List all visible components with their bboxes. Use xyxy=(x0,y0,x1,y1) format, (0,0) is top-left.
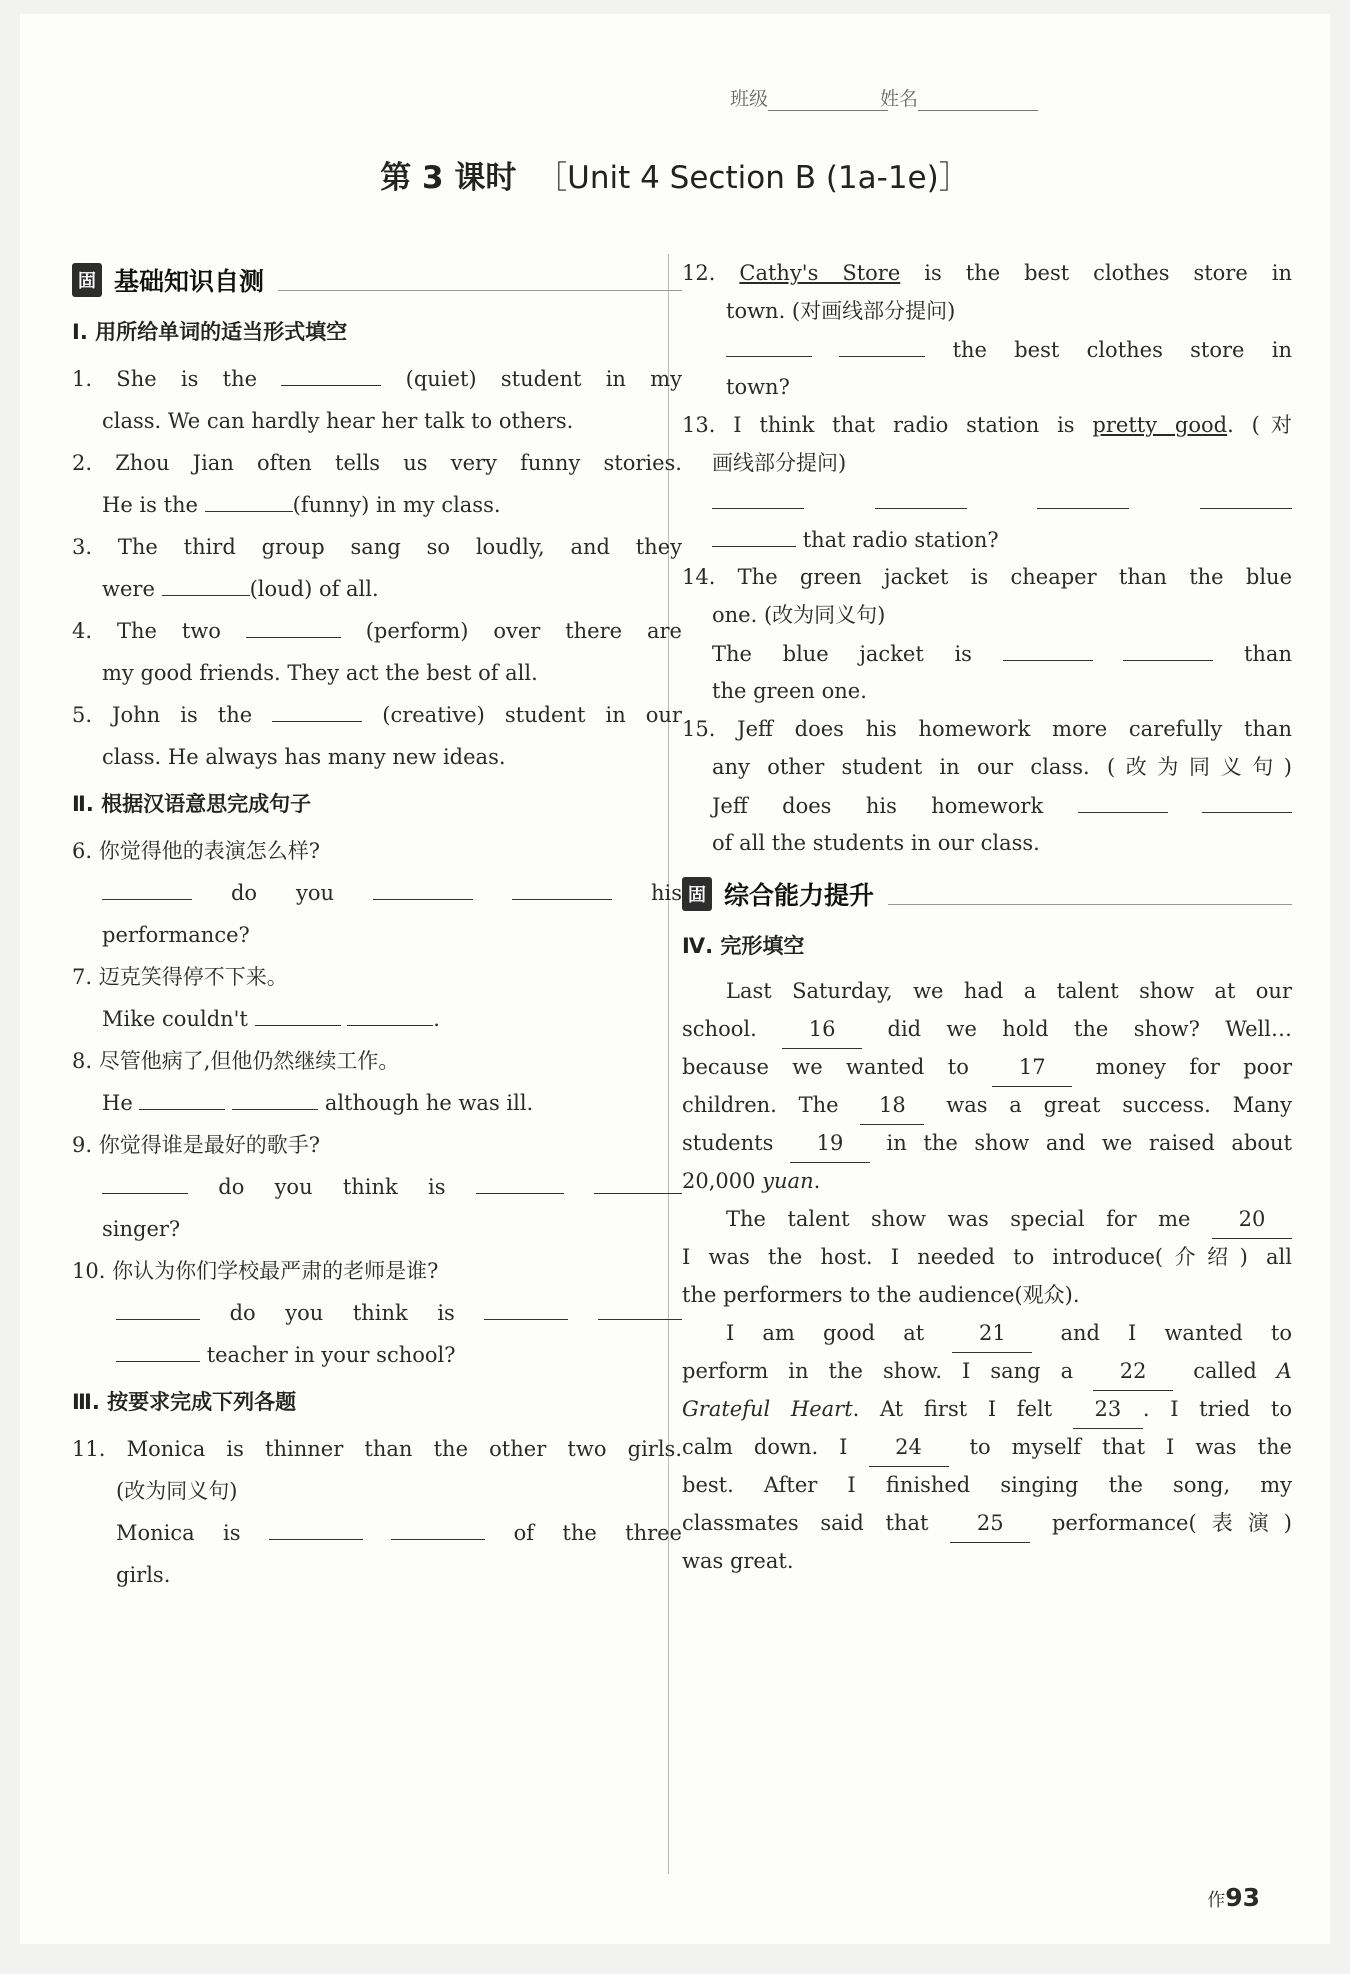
q10-blank-1[interactable] xyxy=(116,1293,200,1320)
q10-line-2: teacher in your school? xyxy=(72,1334,682,1376)
cloze-blank-20[interactable]: 20 xyxy=(1212,1200,1292,1239)
q13-line-1: 13. I think that radio station is pretty good. (对 xyxy=(682,413,1293,437)
cloze-blank-24[interactable]: 24 xyxy=(869,1428,949,1467)
cloze-line: school. 16 did we hold the show? Well… xyxy=(682,1010,1292,1048)
page-title xyxy=(20,152,1330,197)
q14-line-3: The blue jacket is than xyxy=(682,634,1292,672)
q11-blank-1[interactable] xyxy=(269,1513,363,1540)
class-field[interactable] xyxy=(730,84,888,111)
lesson-title: 第 3 课时 xyxy=(380,160,517,196)
q3-blank[interactable] xyxy=(162,569,250,596)
q9-line-2: singer? xyxy=(102,1217,181,1241)
q12-blank-1[interactable] xyxy=(726,330,812,357)
cloze-blank-25[interactable]: 25 xyxy=(950,1504,1030,1543)
q1-line-2: class. We can hardly hear her talk to others. xyxy=(102,409,574,433)
cloze-line: 20,000 yuan. xyxy=(682,1169,821,1193)
section-basics-header xyxy=(72,254,682,306)
q11-blank-2[interactable] xyxy=(391,1513,485,1540)
cloze-line: the performers to the audience(观众). xyxy=(682,1283,1080,1307)
section-rule xyxy=(888,904,1292,905)
q10-blank-4[interactable] xyxy=(116,1335,200,1362)
cloze-line: best. After I finished singing the song, my xyxy=(682,1473,1292,1497)
q4-line-2: my good friends. They act the best of all. xyxy=(102,661,538,685)
q8-line: He although he was ill. xyxy=(72,1082,682,1124)
q8-blank-1[interactable] xyxy=(139,1083,225,1110)
q13-line-2: 画线部分提问) xyxy=(712,451,847,475)
q13-blank-1[interactable] xyxy=(712,482,804,509)
q8-blank-2[interactable] xyxy=(232,1083,318,1110)
class-label: 班级 xyxy=(730,88,769,110)
q14-line-2: one. (改为同义句) xyxy=(712,603,886,627)
q9-blank-1[interactable] xyxy=(102,1167,188,1194)
q12-line-1: 12. Cathy's Store is the best clothes store in xyxy=(682,261,1292,285)
q9-blank-2[interactable] xyxy=(476,1167,564,1194)
q13-blank-5[interactable] xyxy=(712,520,796,547)
cloze-line: Grateful Heart. At first I felt 23 . I tried to xyxy=(682,1390,1292,1428)
q12-line-2: town. (对画线部分提问) xyxy=(726,299,956,323)
q7-line: Mike couldn't . xyxy=(72,998,682,1040)
cloze-blank-18[interactable]: 18 xyxy=(860,1086,924,1125)
q6-blank-3[interactable] xyxy=(512,873,612,900)
cloze-passage xyxy=(682,972,1292,1580)
section-rule xyxy=(278,290,682,291)
q6-line-2: performance? xyxy=(102,923,250,947)
q10-blank-2[interactable] xyxy=(484,1293,568,1320)
q12-line-4: town? xyxy=(726,375,790,399)
q1-line-1: 1. She is the (quiet) student in my xyxy=(72,358,682,400)
q2-blank[interactable] xyxy=(205,485,293,512)
q13-line-4: that radio station? xyxy=(682,520,1292,558)
q14-line-4: the green one. xyxy=(712,679,867,703)
q15-line-2: any other student in our class. (改为同义句) xyxy=(712,755,1292,779)
cloze-line: calm down. I 24 to myself that I was the xyxy=(682,1428,1292,1466)
section-advanced-header xyxy=(682,868,1292,920)
q5-blank[interactable] xyxy=(272,695,362,722)
q14-blank-2[interactable] xyxy=(1123,634,1213,661)
name-blank[interactable] xyxy=(918,92,1038,111)
cloze-line: The talent show was special for me 20 xyxy=(682,1200,1292,1238)
page-number: 作93 xyxy=(1207,1883,1260,1912)
worksheet-page xyxy=(20,14,1330,1944)
cloze-line: classmates said that 25 performance(表演) xyxy=(682,1504,1292,1542)
cloze-blank-23[interactable]: 23 xyxy=(1073,1390,1143,1429)
part-1-heading: Ⅰ. 用所给单词的适当形式填空 xyxy=(72,320,348,344)
q9-line-1: do you think is xyxy=(72,1166,682,1208)
part-4-heading: Ⅳ. 完形填空 xyxy=(682,934,805,958)
q11-note: (改为同义句) xyxy=(116,1479,238,1503)
q7-blank-1[interactable] xyxy=(255,999,341,1026)
q15-blank-2[interactable] xyxy=(1202,786,1292,813)
q6-blank-1[interactable] xyxy=(102,873,192,900)
q10-line-1: do you think is xyxy=(72,1292,682,1334)
q2-line-1: 2. Zhou Jian often tells us very funny stories. xyxy=(72,451,682,475)
q9-prompt: 9. 你觉得谁是最好的歌手? xyxy=(72,1133,320,1157)
section-title: 基础知识自测 xyxy=(114,267,265,296)
q11-line-1: 11. Monica is thinner than the other two girls. xyxy=(72,1437,682,1461)
name-label: 姓名 xyxy=(880,88,919,110)
q9-blank-3[interactable] xyxy=(594,1167,682,1194)
section-badge-icon: 固 xyxy=(682,877,712,911)
cloze-line: Last Saturday, we had a talent show at our xyxy=(726,979,1292,1003)
section-badge-icon: 固 xyxy=(72,263,102,297)
cloze-blank-22[interactable]: 22 xyxy=(1093,1352,1173,1391)
q15-line-1: 15. Jeff does his homework more carefully than xyxy=(682,717,1292,741)
q12-line-3: the best clothes store in xyxy=(682,330,1292,368)
cloze-line: children. The 18 was a great success. Many xyxy=(682,1086,1292,1124)
q1-blank[interactable] xyxy=(281,359,381,386)
q13-blank-2[interactable] xyxy=(875,482,967,509)
class-blank[interactable] xyxy=(768,92,888,111)
cloze-blank-19[interactable]: 19 xyxy=(790,1124,870,1163)
cloze-line: perform in the show. I sang a 22 called A xyxy=(682,1352,1292,1390)
q10-prompt: 10. 你认为你们学校最严肃的老师是谁? xyxy=(72,1259,439,1283)
q10-blank-3[interactable] xyxy=(598,1293,682,1320)
q13-line-3 xyxy=(682,482,1292,520)
cloze-blank-21[interactable]: 21 xyxy=(952,1314,1032,1353)
q12-blank-2[interactable] xyxy=(839,330,925,357)
cloze-line: was great. xyxy=(682,1549,794,1573)
q8-prompt: 8. 尽管他病了,但他仍然继续工作。 xyxy=(72,1049,400,1073)
cloze-line: I was the host. I needed to introduce(介绍) all xyxy=(682,1245,1292,1269)
unit-title: ［Unit 4 Section B (1a-1e)］ xyxy=(536,160,970,196)
q11-line-3: girls. xyxy=(116,1563,171,1587)
q3-line-2: were (loud) of all. xyxy=(72,568,682,610)
q5-line-2: class. He always has many new ideas. xyxy=(102,745,506,769)
q6-blank-2[interactable] xyxy=(373,873,473,900)
cloze-line: because we wanted to 17 money for poor xyxy=(682,1048,1292,1086)
part-2-heading: Ⅱ. 根据汉语意思完成句子 xyxy=(72,792,312,816)
cloze-line: students 19 in the show and we raised about xyxy=(682,1124,1292,1162)
q4-blank[interactable] xyxy=(246,611,341,638)
name-field[interactable] xyxy=(880,84,1038,111)
cloze-blank-16[interactable]: 16 xyxy=(782,1010,862,1049)
q6-line-1: do you his xyxy=(72,872,682,914)
q4-line-1: 4. The two (perform) over there are xyxy=(72,610,682,652)
q7-prompt: 7. 迈克笑得停不下来。 xyxy=(72,965,288,989)
q14-blank-1[interactable] xyxy=(1003,634,1093,661)
q11-line-2: Monica is of the three xyxy=(72,1512,682,1554)
cloze-line: I am good at 21 and I wanted to xyxy=(682,1314,1292,1352)
q14-line-1: 14. The green jacket is cheaper than the blue xyxy=(682,565,1292,589)
q15-line-4: of all the students in our class. xyxy=(712,831,1040,855)
q2-line-2: He is the (funny) in my class. xyxy=(72,484,682,526)
q7-blank-2[interactable] xyxy=(347,999,433,1026)
q13-blank-4[interactable] xyxy=(1200,482,1292,509)
q13-blank-3[interactable] xyxy=(1037,482,1129,509)
section-title: 综合能力提升 xyxy=(724,881,875,910)
part-3-heading: Ⅲ. 按要求完成下列各题 xyxy=(72,1390,297,1414)
cloze-blank-17[interactable]: 17 xyxy=(992,1048,1072,1087)
q15-line-3: Jeff does his homework xyxy=(682,786,1292,824)
q6-prompt: 6. 你觉得他的表演怎么样? xyxy=(72,839,320,863)
left-column xyxy=(72,254,682,1596)
q5-line-1: 5. John is the (creative) student in our xyxy=(72,694,682,736)
q15-blank-1[interactable] xyxy=(1078,786,1168,813)
q3-line-1: 3. The third group sang so loudly, and they xyxy=(72,535,682,559)
right-column xyxy=(682,254,1292,1580)
